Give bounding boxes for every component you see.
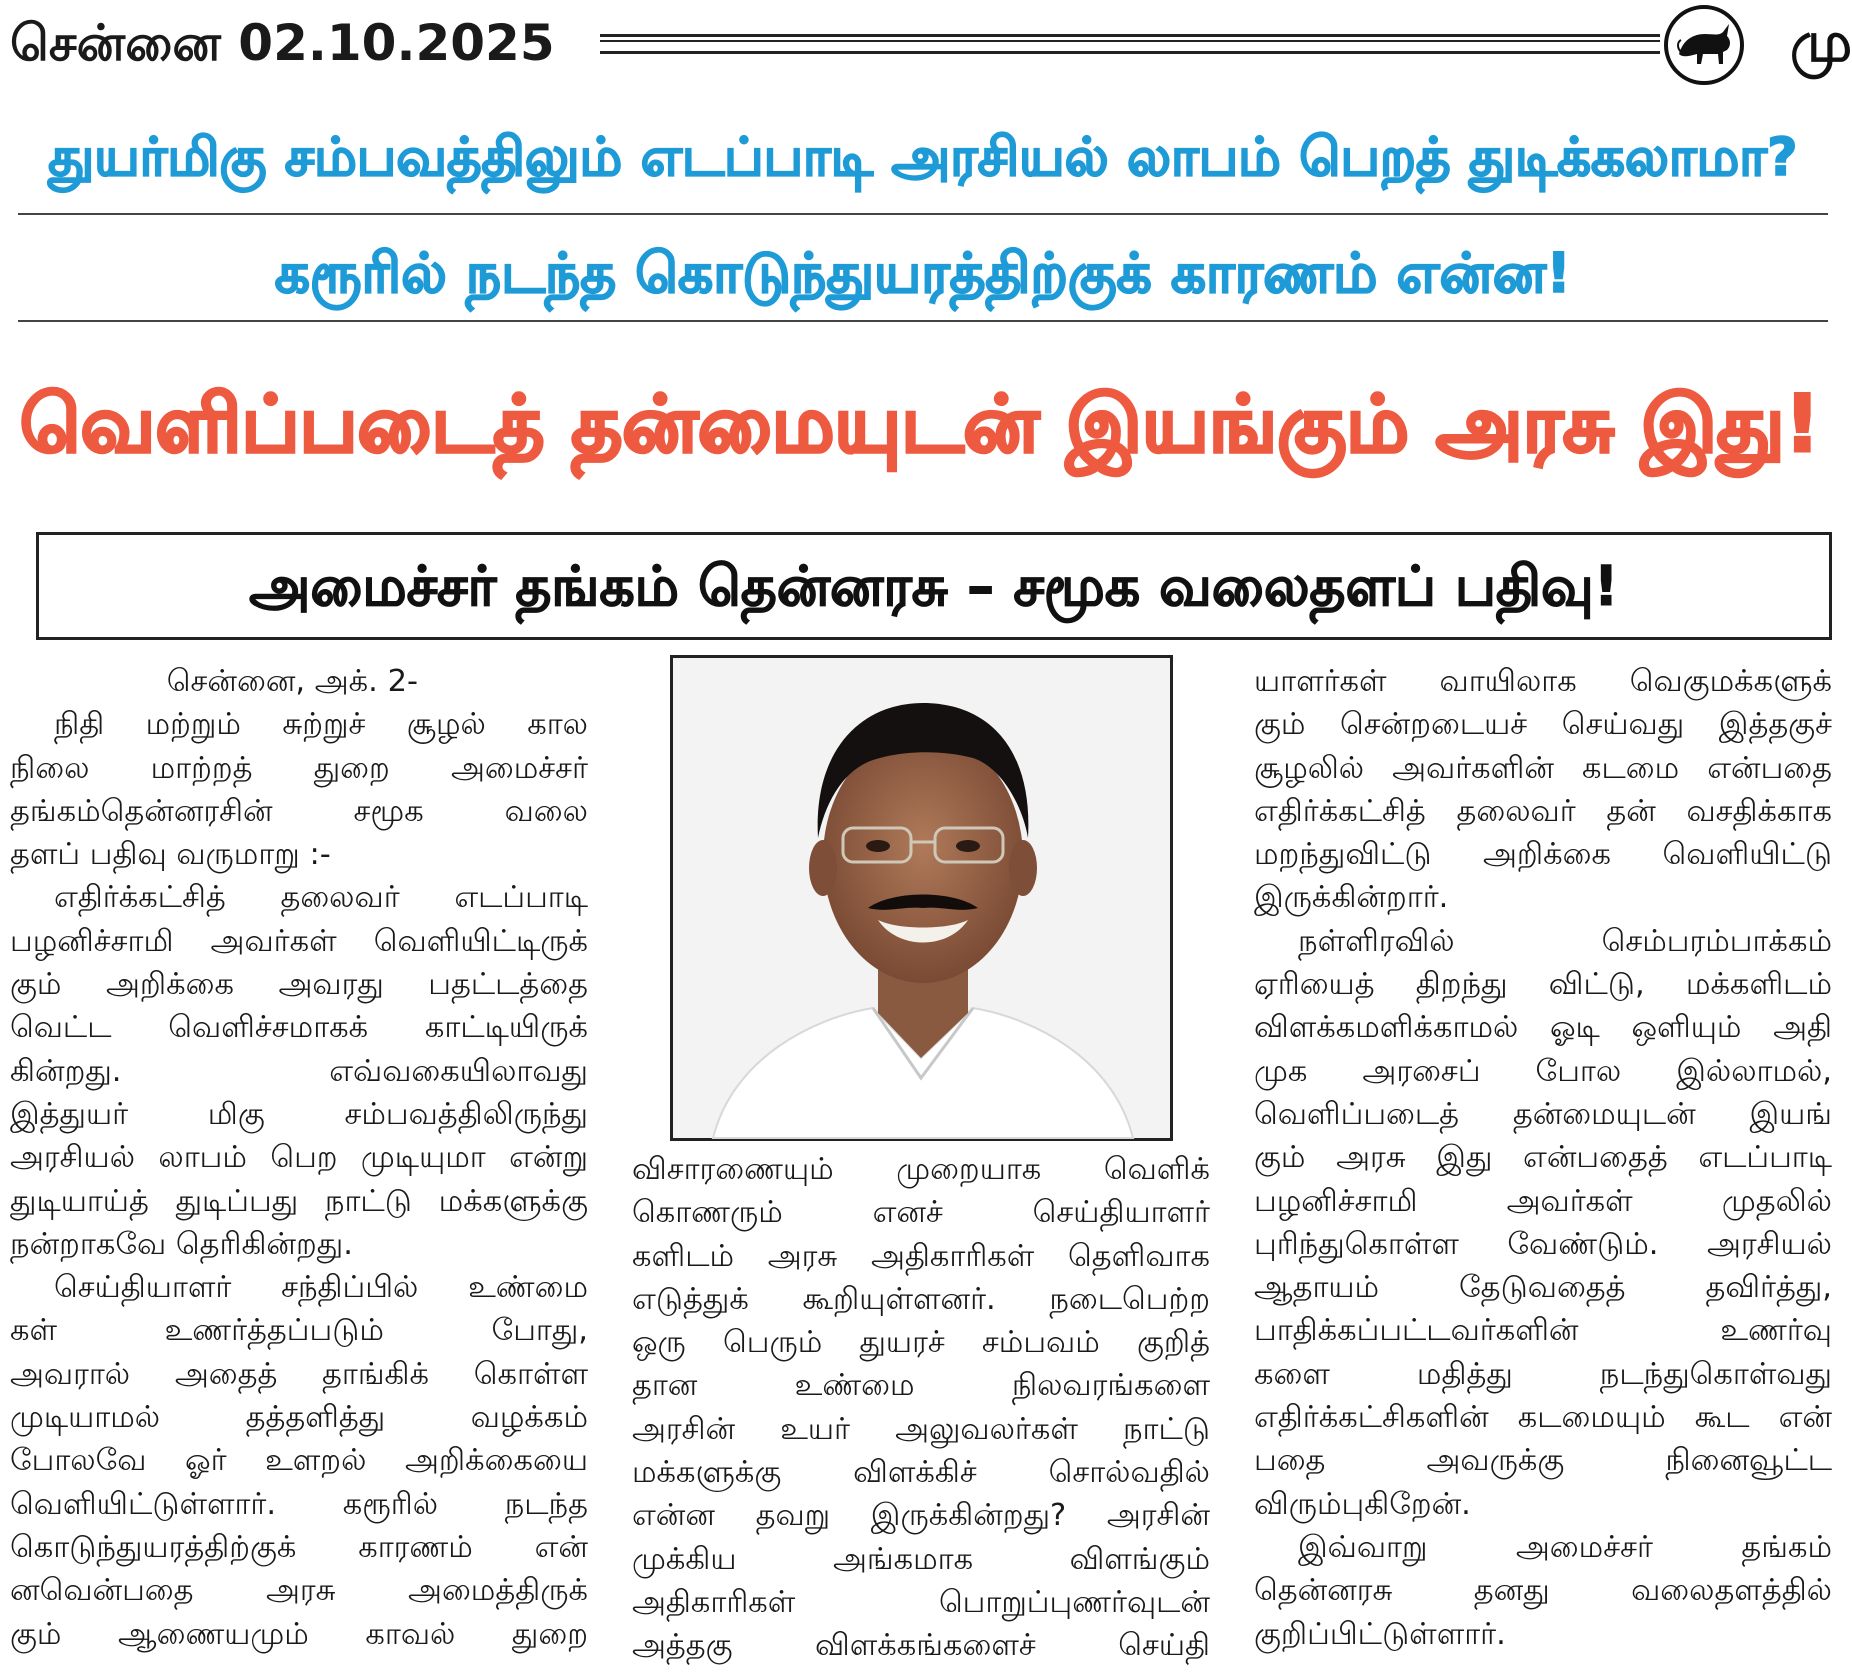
bull-logo-icon — [1664, 5, 1744, 85]
column-line: களை மதித்து நடந்துகொள்வது — [1254, 1356, 1832, 1392]
headline-separator-1 — [18, 213, 1828, 215]
column-line: கும் அறிக்கை அவரது பதட்டத்தை — [10, 967, 588, 1003]
column-line: சூழலில் அவர்களின் கடமை என்பதை — [1254, 750, 1832, 786]
column-line: நிலை மாற்றத் துறை அமைச்சர் — [10, 750, 588, 786]
column-line: வெளிப்படைத் தன்மையுடன் இயங் — [1254, 1096, 1832, 1132]
column-line: விளக்கமளிக்காமல் ஓடி ஒளியும் அதி — [1254, 1010, 1832, 1046]
column-line: விசாரணையும் முறையாக வெளிக் — [632, 1152, 1210, 1187]
column-line: துடியாய்த் துடிப்பது நாட்டு மக்களுக்கு — [10, 1183, 588, 1219]
column-line: மக்களுக்கு விளக்கிச் சொல்வதில் — [632, 1455, 1210, 1491]
column-line: எதிர்க்கட்சித் தலைவர் தன் வசதிக்காக — [1254, 793, 1832, 829]
column-line: அத்தகு விளக்கங்களைச் செய்தி — [632, 1628, 1210, 1664]
column-line: அவரால் அதைத் தாங்கிக் கொள்ள — [10, 1356, 588, 1392]
column-line: முக அரசைப் போல இல்லாமல், — [1254, 1053, 1832, 1089]
masthead-title-cutoff: மு — [1790, 10, 1852, 75]
column-line: கும் ஆணையமும் காவல் துறை — [10, 1616, 588, 1652]
column-line: மறந்துவிட்டு அறிக்கை வெளியிட்டு — [1254, 837, 1832, 873]
column-line: ஏரியைத் திறந்து விட்டு, மக்களிடம் — [1254, 967, 1832, 1003]
column-line: அதிகாரிகள் பொறுப்புணர்வுடன் — [632, 1584, 1210, 1620]
column-line: அரசின் உயர் அலுவலர்கள் நாட்டு — [632, 1411, 1210, 1447]
column-line: வெட்ட வெளிச்சமாகக் காட்டியிருக் — [10, 1010, 588, 1046]
column-line: களிடம் அரசு அதிகாரிகள் தெளிவாக — [632, 1238, 1210, 1274]
column-line: கின்றது. எவ்வகையிலாவது — [10, 1053, 588, 1089]
portrait-photo — [670, 655, 1173, 1141]
column-line: முடியாமல் தத்தளித்து வழக்கம் — [10, 1400, 588, 1436]
column-line: பதை அவருக்கு நினைவூட்ட — [1254, 1443, 1832, 1479]
column-line: நள்ளிரவில் செம்பரம்பாக்கம் — [1298, 923, 1832, 959]
column-line: ஆதாயம் தேடுவதைத் தவிர்த்து, — [1254, 1270, 1832, 1306]
column-line: போலவே ஓர் உளறல் அறிக்கையை — [10, 1443, 588, 1479]
headline-line-1: துயர்மிகு சம்பவத்திலும் எடப்பாடி அரசியல் லாபம் பெறத் துடிக்கலாமா? — [48, 127, 1798, 188]
article-column-2 — [632, 1148, 1210, 1668]
article-column-1 — [10, 660, 588, 1656]
column-line: வெளியிட்டுள்ளார். கரூரில் நடந்த — [10, 1486, 588, 1522]
column-line: குறிப்பிட்டுள்ளார். — [1254, 1616, 1506, 1652]
column-line: பழனிச்சாமி அவர்கள் வெளியிட்டிருக் — [10, 923, 588, 959]
headline-separator-2 — [18, 320, 1828, 322]
column-line: புரிந்துகொள்ள வேண்டும். அரசியல் — [1254, 1226, 1832, 1262]
column-line: நிதி மற்றும் சுற்றுச் சூழல் கால — [54, 707, 588, 743]
masthead-rule — [600, 34, 1660, 54]
column-line: யாளர்கள் வாயிலாக வெகுமக்களுக் — [1254, 664, 1832, 699]
column-line: நன்றாகவே தெரிகின்றது. — [10, 1226, 353, 1262]
article-column-3 — [1254, 660, 1832, 1656]
column-line: கும் அரசு இது என்பதைத் எடப்பாடி — [1254, 1140, 1832, 1176]
main-headline: வெளிப்படைத் தன்மையுடன் இயங்கும் அரசு இது! — [19, 380, 1821, 470]
column-line: பாதிக்கப்பட்டவர்களின் உணர்வு — [1254, 1313, 1832, 1349]
column-line: எதிர்க்கட்சித் தலைவர் எடப்பாடி — [54, 880, 588, 916]
column-line: எடுத்துக் கூறியுள்ளனர். நடைபெற்ற — [632, 1281, 1210, 1317]
column-line: விரும்புகிறேன். — [1254, 1486, 1471, 1522]
column-line: கள் உணர்த்தப்படும் போது, — [10, 1313, 588, 1349]
column-line: தென்னரசு தனது வலைதளத்தில் — [1254, 1573, 1832, 1609]
column-line: தங்கம்தென்னரசின் சமூக வலை — [10, 793, 588, 829]
column-line: அரசியல் லாபம் பெற முடியுமா என்று — [10, 1140, 588, 1176]
column-line: தான உண்மை நிலவரங்களை — [632, 1368, 1210, 1404]
column-line: இருக்கின்றார். — [1254, 880, 1449, 916]
column-line: இத்துயர் மிகு சம்பவத்திலிருந்து — [10, 1096, 588, 1132]
dateline: சென்னை 02.10.2025 — [10, 14, 555, 72]
column-line: முக்கிய அங்கமாக விளங்கும் — [632, 1541, 1210, 1577]
column-line: கொணரும் எனச் செய்தியாளர் — [632, 1195, 1210, 1231]
column-line: கும் சென்றடையச் செய்வது இத்தகுச் — [1254, 707, 1832, 743]
headline-line-2: கரூரில் நடந்த கொடுந்துயரத்திற்குக் காரணம் என்ன! — [274, 241, 1572, 305]
column-line: என்ன தவறு இருக்கின்றது? அரசின் — [632, 1498, 1210, 1534]
column-line: செய்தியாளர் சந்திப்பில் உண்மை — [54, 1270, 588, 1306]
article-dateline: சென்னை, அக். 2- — [166, 664, 418, 699]
column-line: பழனிச்சாமி அவர்கள் முதலில் — [1254, 1183, 1832, 1219]
column-line: தளப் பதிவு வருமாறு :- — [10, 837, 331, 873]
column-line: எதிர்க்கட்சிகளின் கடமையும் கூட என் — [1254, 1400, 1832, 1436]
boxed-subheadline: அமைச்சர் தங்கம் தென்னரசு – சமூக வலைதளப் பதிவு! — [36, 532, 1832, 640]
column-line: னவென்பதை அரசு அமைத்திருக் — [10, 1573, 588, 1609]
column-line: இவ்வாறு அமைச்சர் தங்கம் — [1298, 1529, 1832, 1565]
column-line: கொடுந்துயரத்திற்குக் காரணம் என் — [10, 1529, 588, 1565]
column-line: ஒரு பெரும் துயரச் சம்பவம் குறித் — [632, 1325, 1210, 1361]
